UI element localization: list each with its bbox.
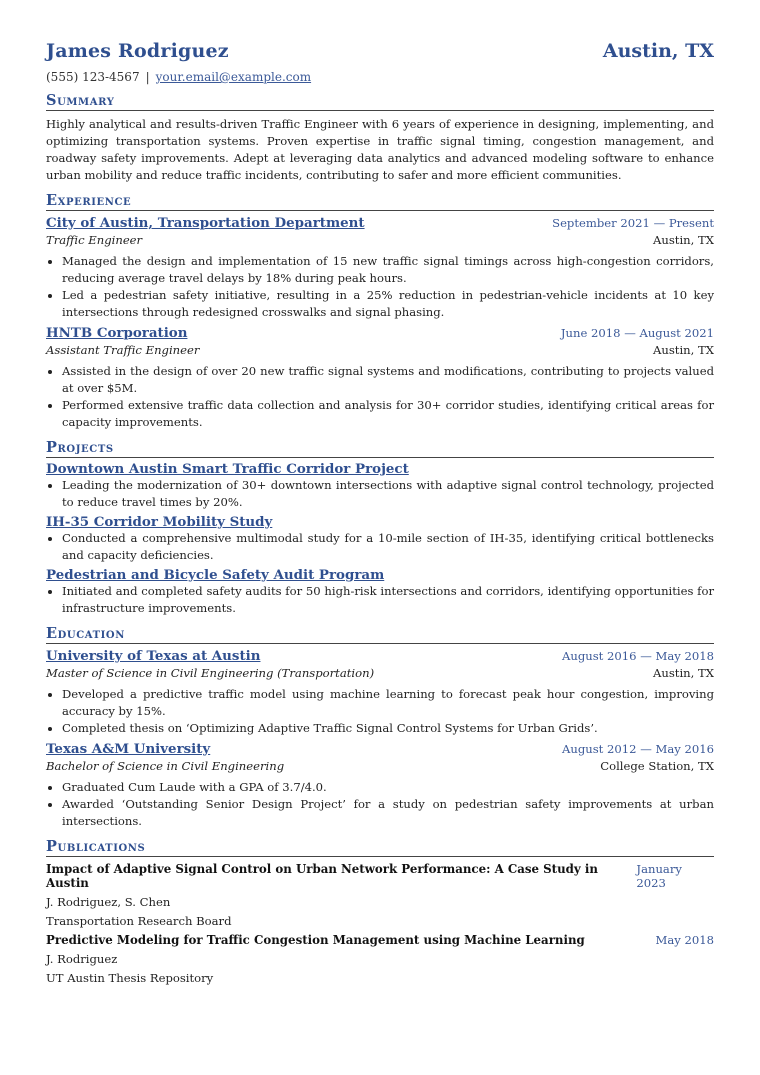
school-location: College Station, TX [600, 759, 714, 773]
candidate-location: Austin, TX [602, 40, 714, 62]
project-name[interactable]: IH-35 Corridor Mobility Study [46, 514, 273, 530]
list-item: • Conducted a comprehensive multimodal study for a 10-mile section of IH-35, identifying critical bottlenecks and capacity deficiencies. [62, 530, 714, 564]
employment-dates: June 2018 — August 2021 [560, 326, 714, 340]
project-entry [46, 567, 714, 617]
education-bullets [46, 779, 714, 830]
list-item: • Developed a predictive traffic model using machine learning to forecast peak hour congestion, improving accuracy by 15%. [62, 686, 714, 720]
contact-line [46, 70, 714, 84]
education-entry [46, 648, 714, 737]
summary-text: Highly analytical and results-driven Traffic Engineer with 6 years of experience in designing, implementing, and optimizing transportation systems. Proven expertise in traffic signal timing, congestion management, and roadway safety improvements. Adept at leveraging data analytics and advanced modeling software to enhance urban mobility and reduce traffic incidents, contributing to safer and more efficient communities. [46, 117, 714, 182]
degree: Bachelor of Science in Civil Engineering [46, 759, 285, 773]
degree: Master of Science in Civil Engineering (Transportation) [46, 666, 375, 680]
list-item: • Performed extensive traffic data collection and analysis for 30+ corridor studies, identifying critical areas for capacity improvements. [62, 397, 714, 431]
section-title-education: Education [46, 625, 714, 644]
job-bullets [46, 253, 714, 321]
education-dates: August 2012 — May 2016 [561, 742, 714, 756]
publication-entry [46, 933, 714, 985]
experience-entry [46, 325, 714, 431]
publication-authors: J. Rodriguez [46, 952, 118, 966]
list-item: • Awarded ‘Outstanding Senior Design Project’ for a study on pedestrian safety improvements at urban intersections. [62, 796, 714, 830]
education-entry [46, 741, 714, 830]
school-name[interactable]: Texas A&M University [46, 741, 211, 757]
resume-header [46, 40, 714, 62]
list-item: • Assisted in the design of over 20 new traffic signal systems and modifications, contributing to projects valued at over $5M. [62, 363, 714, 397]
employer-name[interactable]: HNTB Corporation [46, 325, 188, 341]
job-title: Assistant Traffic Engineer [46, 343, 200, 357]
section-title-publications: Publications [46, 838, 714, 857]
list-item: • Led a pedestrian safety initiative, resulting in a 25% reduction in pedestrian-vehicle incidents at 10 key intersections through redesigned crosswalks and signal phasing. [62, 287, 714, 321]
job-title: Traffic Engineer [46, 233, 143, 247]
publication-title: Predictive Modeling for Traffic Congestion Management using Machine Learning [46, 933, 585, 947]
school-name[interactable]: University of Texas at Austin [46, 648, 261, 664]
resume-page [46, 40, 714, 985]
list-item: • Leading the modernization of 30+ downtown intersections with adaptive signal control technology, projected to reduce travel times by 20%. [62, 477, 714, 511]
list-item: • Managed the design and implementation of 15 new traffic signal timings across high-congestion corridors, reducing average travel delays by 18% during peak hours. [62, 253, 714, 287]
list-item: • Initiated and completed safety audits for 50 high-risk intersections and corridors, identifying opportunities for infrastructure improvements. [62, 583, 714, 617]
phone-number: (555) 123-4567 [46, 70, 140, 84]
publication-entry [46, 862, 714, 928]
education-bullets [46, 686, 714, 737]
section-title-experience: Experience [46, 192, 714, 211]
publication-title: Impact of Adaptive Signal Control on Urban Network Performance: A Case Study in Austin [46, 862, 598, 890]
employment-dates: September 2021 — Present [552, 216, 714, 230]
job-bullets [46, 363, 714, 431]
publication-authors: J. Rodriguez, S. Chen [46, 895, 171, 909]
job-location: Austin, TX [653, 233, 714, 247]
publication-date: May 2018 [655, 933, 714, 947]
list-item: • Completed thesis on ‘Optimizing Adaptive Traffic Signal Control Systems for Urban Grids’. [62, 720, 714, 737]
section-title-projects: Projects [46, 439, 714, 458]
publication-venue: UT Austin Thesis Repository [46, 971, 214, 985]
education-dates: August 2016 — May 2018 [561, 649, 714, 663]
employer-name[interactable]: City of Austin, Transportation Department [46, 215, 365, 231]
publication-date: January 2023 [636, 862, 682, 890]
school-location: Austin, TX [653, 666, 714, 680]
publication-venue: Transportation Research Board [46, 914, 232, 928]
project-entry [46, 461, 714, 511]
section-title-summary: Summary [46, 92, 714, 111]
project-name[interactable]: Pedestrian and Bicycle Safety Audit Program [46, 567, 385, 583]
project-entry [46, 514, 714, 564]
email-link[interactable]: your.email@example.com [155, 70, 312, 84]
project-name[interactable]: Downtown Austin Smart Traffic Corridor Project [46, 461, 409, 477]
job-location: Austin, TX [653, 343, 714, 357]
candidate-name: James Rodriguez [46, 40, 229, 62]
experience-entry [46, 215, 714, 321]
list-item: • Graduated Cum Laude with a GPA of 3.7/4.0. [62, 779, 714, 796]
contact-separator: | [145, 70, 150, 84]
